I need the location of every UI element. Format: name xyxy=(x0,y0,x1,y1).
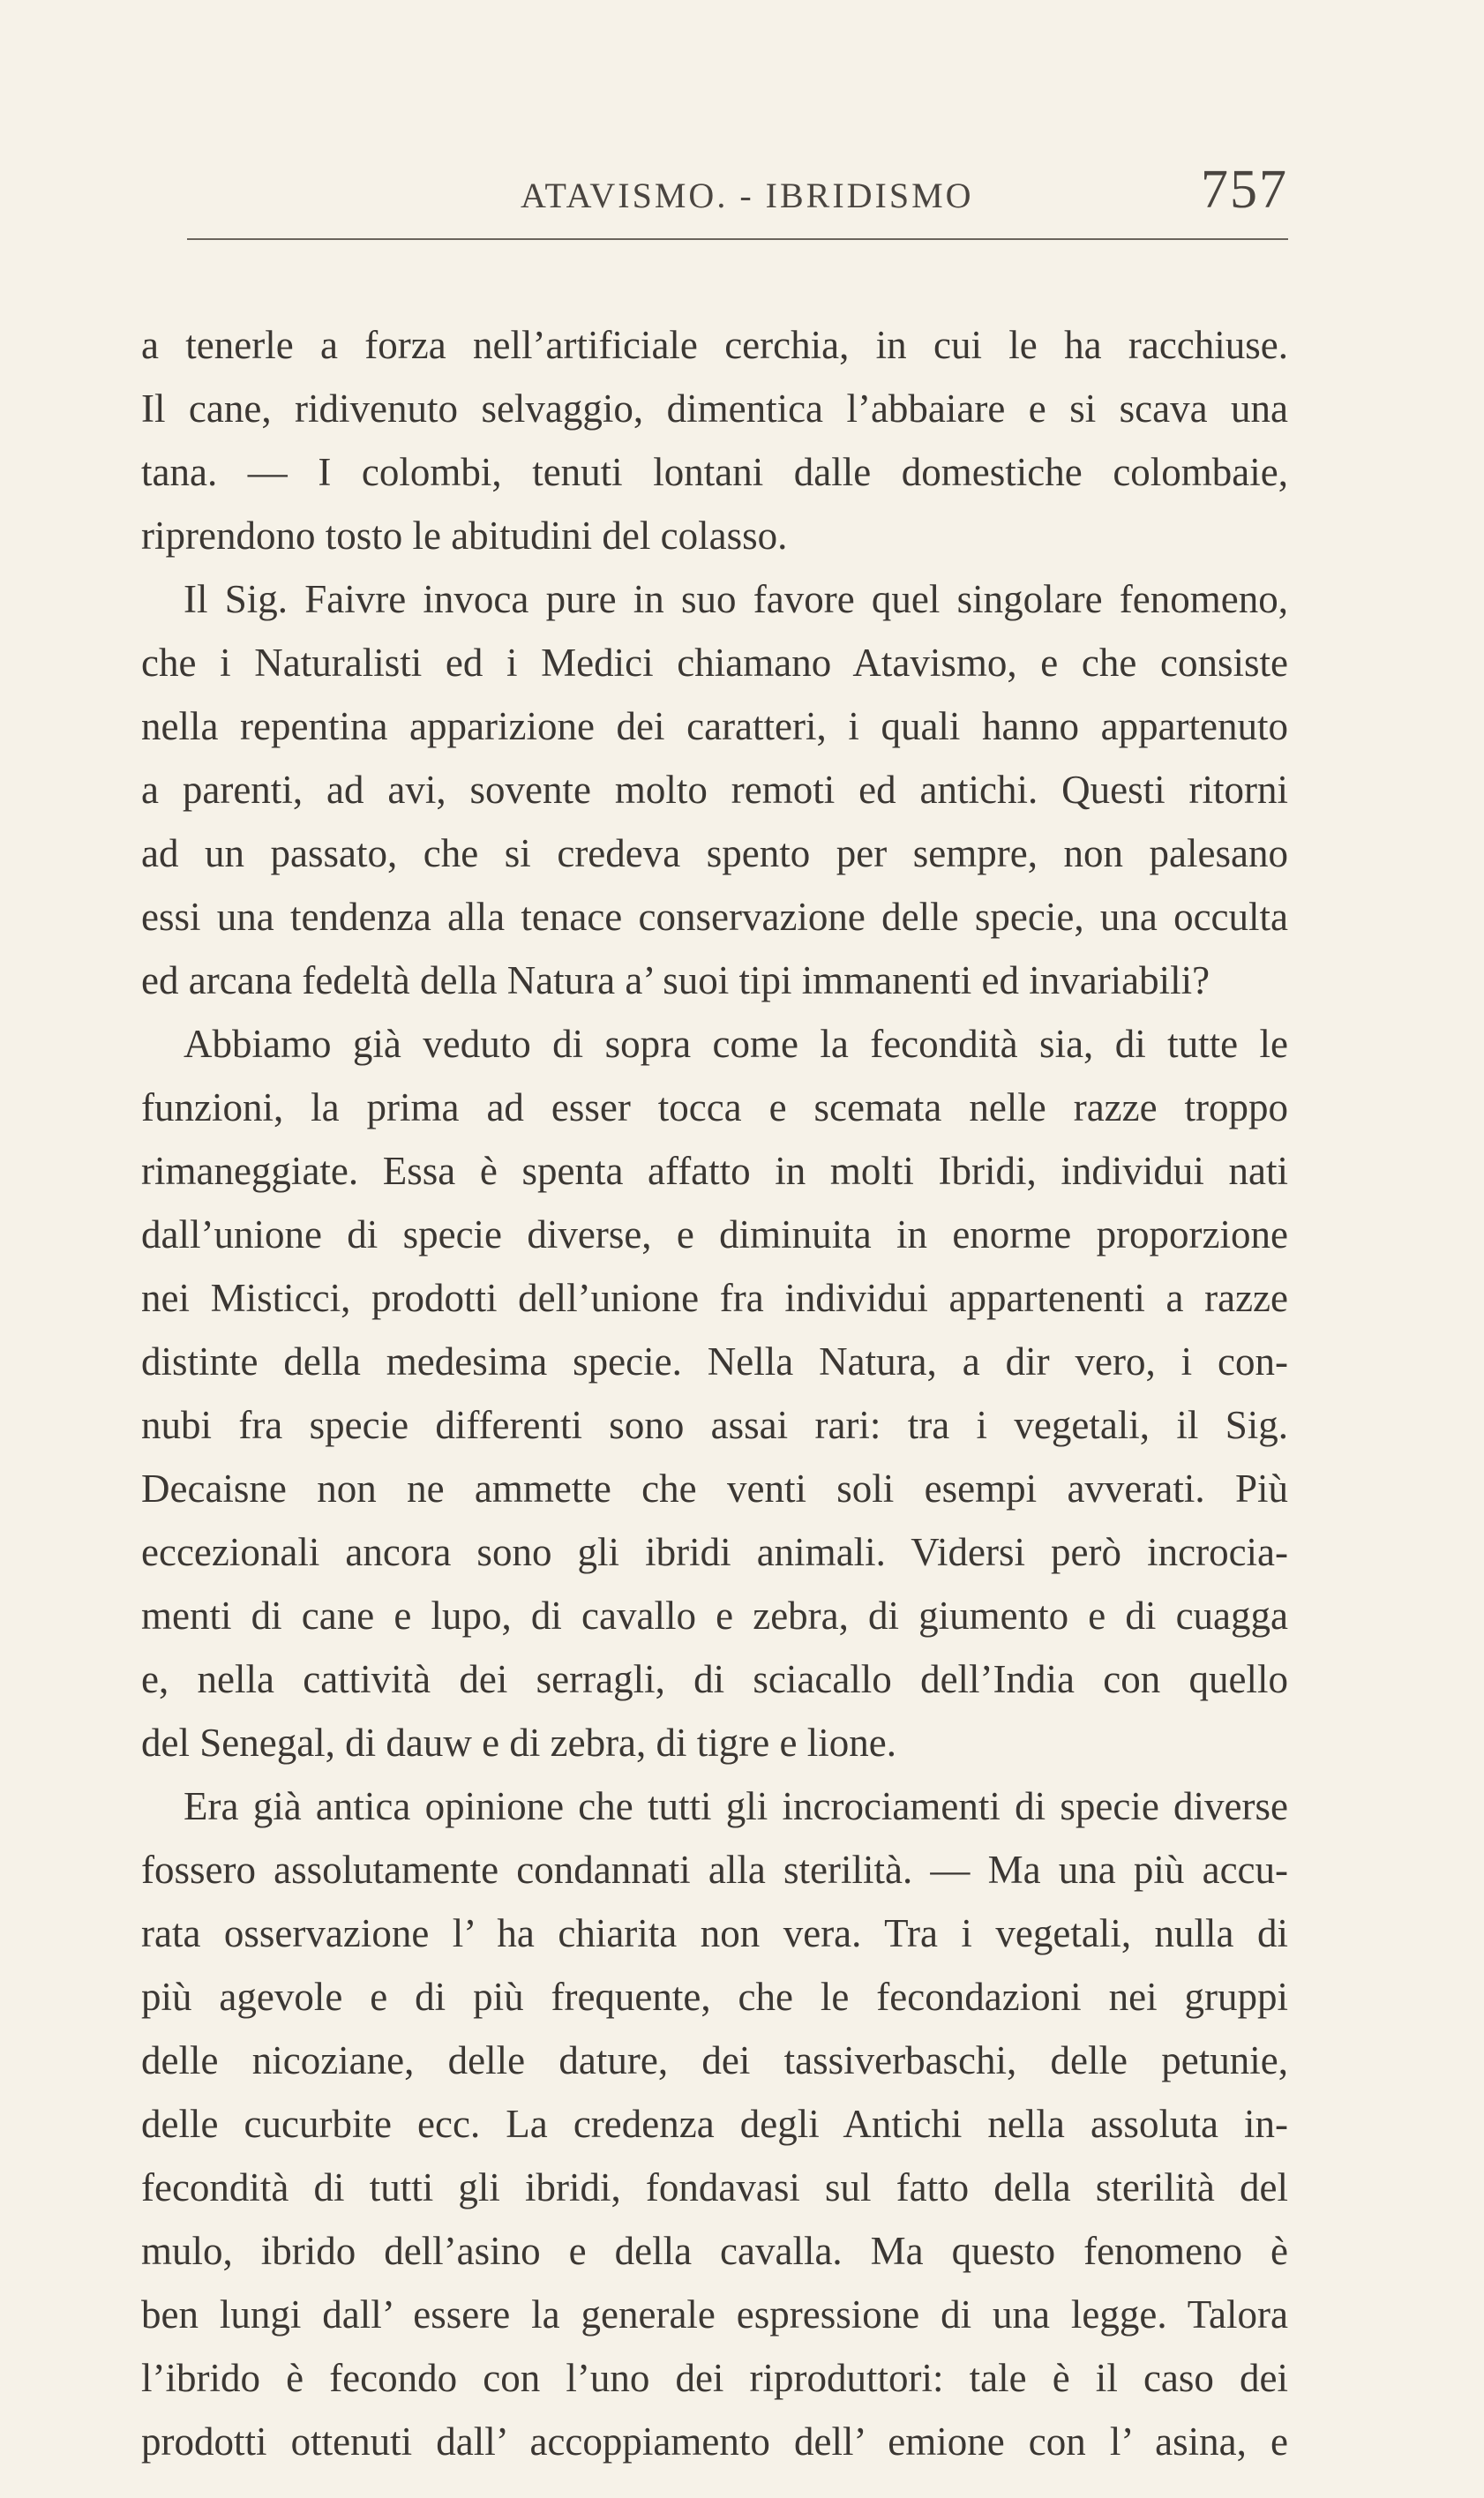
text-line: Il cane, ridivenuto selvaggio, dimentica l’abbaiare e si scava una xyxy=(141,386,1288,431)
text-line: del Senegal, di dauw e di zebra, di tigre e lione. xyxy=(141,1721,896,1765)
text-line: riprendono tosto le abitudini del colasso. xyxy=(141,514,788,558)
text-line: ben lungi dall’ essere la generale espressione di una legge. Talora xyxy=(141,2292,1288,2337)
text-line: rimaneggiate. Essa è spenta affatto in molti Ibridi, individui nati xyxy=(141,1149,1288,1193)
text-line: a tenerle a forza nell’artificiale cerchia, in cui le ha racchiuse. xyxy=(141,323,1288,367)
text-line: tana. — I colombi, tenuti lontani dalle domestiche colombaie, xyxy=(141,450,1288,494)
text-line: delle cucurbite ecc. La credenza degli Antichi nella assoluta in- xyxy=(141,2102,1288,2146)
running-head: ATAVISMO. - IBRIDISMO xyxy=(521,176,974,215)
text-line: ad un passato, che si credeva spento per sempre, non palesano xyxy=(141,831,1288,875)
header-rule xyxy=(187,238,1288,240)
text-line: Abbiamo già veduto di sopra come la fecondità sia, di tutte le xyxy=(184,1022,1288,1066)
text-line: Il Sig. Faivre invoca pure in suo favore quel singolare fenomeno, xyxy=(184,577,1288,621)
text-line: nei Misticci, prodotti dell’unione fra individui appartenenti a razze xyxy=(141,1276,1288,1320)
text-line: l’ibrido è fecondo con l’uno dei riproduttori: tale è il caso dei xyxy=(141,2356,1288,2400)
text-line: delle nicoziane, delle dature, dei tassiverbaschi, delle petunie, xyxy=(141,2038,1288,2082)
text-line: ed arcana fedeltà della Natura a’ suoi tipi immanenti ed invariabili? xyxy=(141,958,1210,1002)
page-header xyxy=(141,159,1288,229)
page-number: 757 xyxy=(1201,160,1288,220)
text-line: nubi fra specie differenti sono assai rari: tra i vegetali, il Sig. xyxy=(141,1403,1288,1447)
text-line: Era già antica opinione che tutti gli incrociamenti di specie diverse xyxy=(184,1784,1288,1828)
text-line: rata osservazione l’ ha chiarita non vera. Tra i vegetali, nulla di xyxy=(141,1911,1288,1955)
text-line: eccezionali ancora sono gli ibridi animali. Vidersi però incrocia- xyxy=(141,1530,1288,1574)
text-line: che i Naturalisti ed i Medici chiamano Atavismo, e che consiste xyxy=(141,641,1288,685)
text-line: fossero assolutamente condannati alla sterilità. — Ma una più accu- xyxy=(141,1848,1288,1892)
text-line: fecondità di tutti gli ibridi, fondavasi sul fatto della sterilità del xyxy=(141,2165,1288,2209)
text-line: menti di cane e lupo, di cavallo e zebra, di giumento e di cuagga xyxy=(141,1594,1288,1638)
text-line: più agevole e di più frequente, che le fecondazioni nei gruppi xyxy=(141,1975,1288,2019)
text-line: dall’unione di specie diverse, e diminuita in enorme proporzione xyxy=(141,1212,1288,1257)
text-line: mulo, ibrido dell’asino e della cavalla. Ma questo fenomeno è xyxy=(141,2229,1288,2273)
body-text xyxy=(141,313,1288,2473)
text-line: e, nella cattività dei serragli, di sciacallo dell’India con quello xyxy=(141,1657,1288,1701)
text-line: funzioni, la prima ad esser tocca e scemata nelle razze troppo xyxy=(141,1085,1288,1129)
text-line: a parenti, ad avi, sovente molto remoti ed antichi. Questi ritorni xyxy=(141,768,1288,812)
text-line: Decaisne non ne ammette che venti soli esempi avverati. Più xyxy=(141,1467,1288,1511)
text-line: prodotti ottenuti dall’ accoppiamento dell’ emione con l’ asina, e xyxy=(141,2419,1288,2464)
text-line: essi una tendenza alla tenace conservazione delle specie, una occulta xyxy=(141,895,1288,939)
text-line: nella repentina apparizione dei caratteri, i quali hanno appartenuto xyxy=(141,704,1288,748)
text-line: distinte della medesima specie. Nella Natura, a dir vero, i con- xyxy=(141,1339,1288,1384)
